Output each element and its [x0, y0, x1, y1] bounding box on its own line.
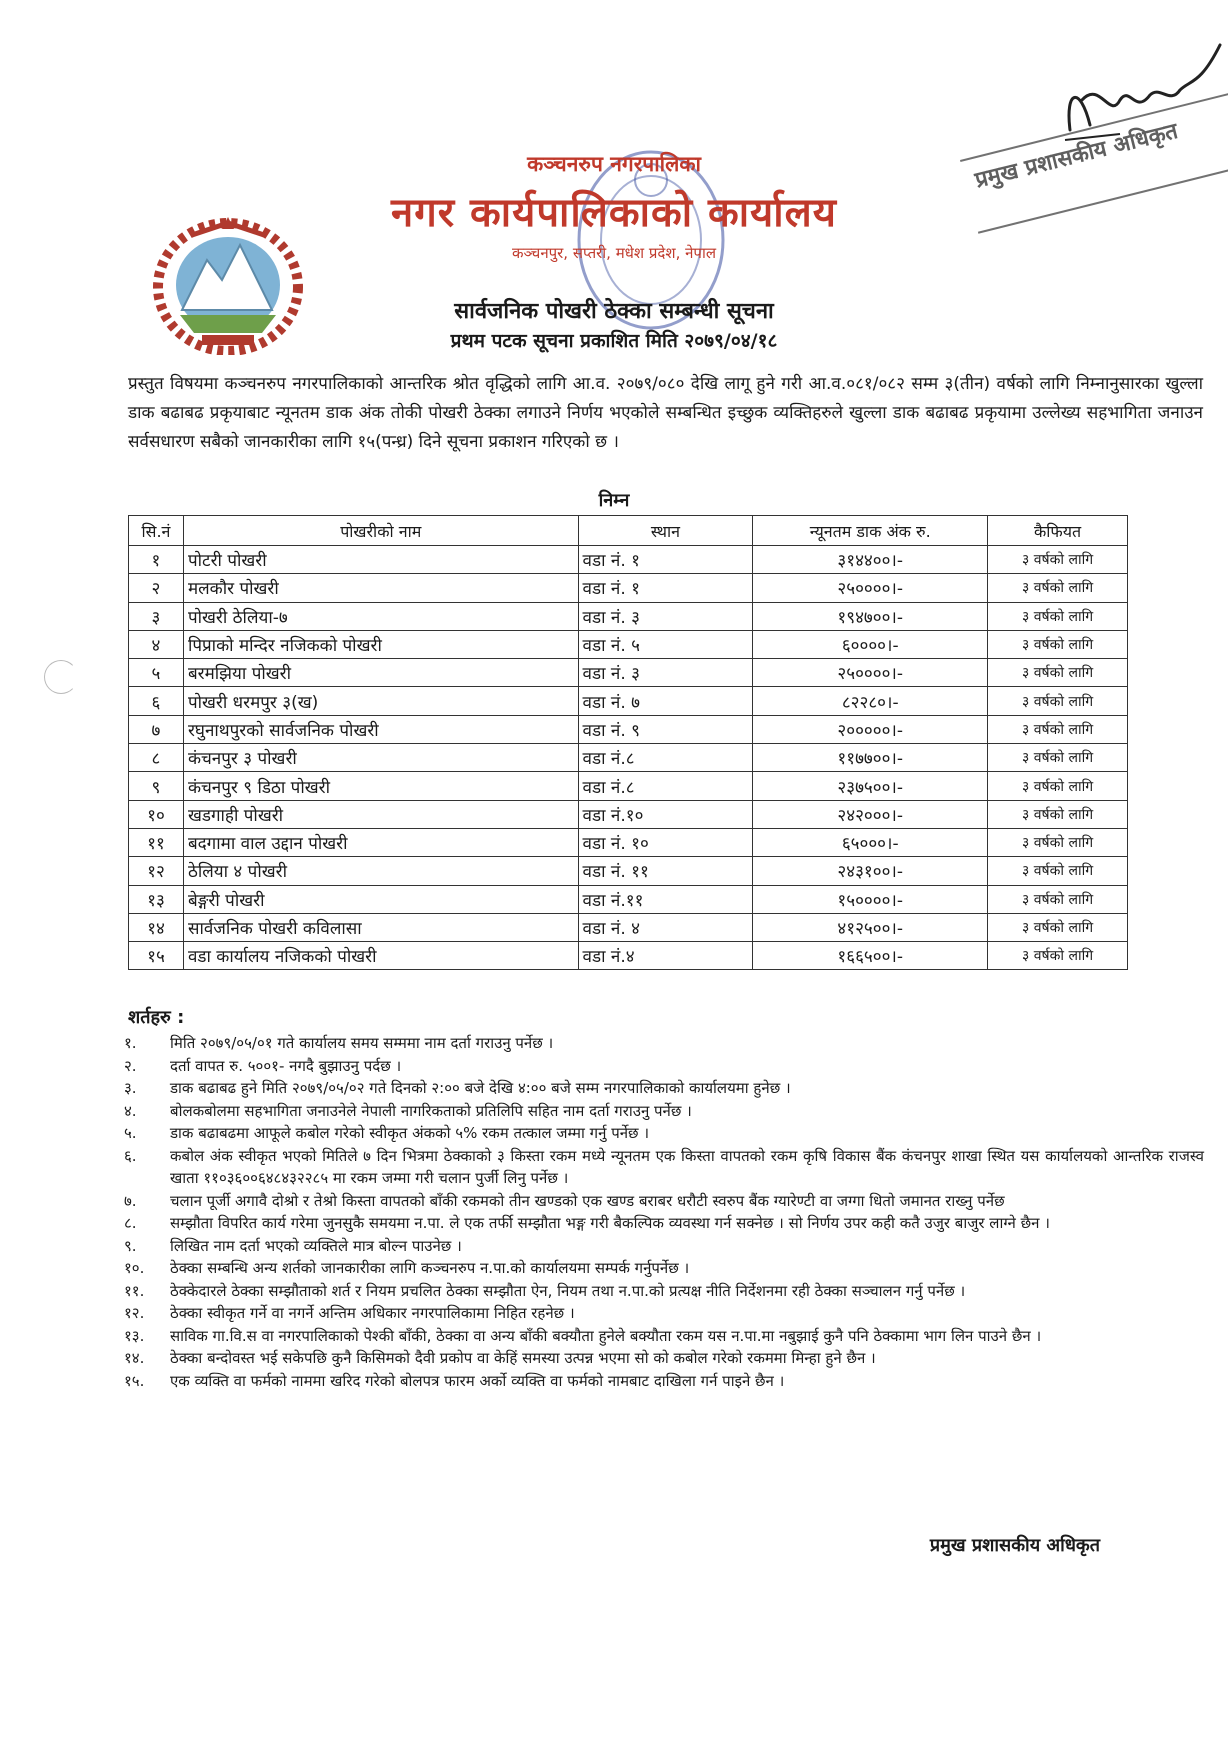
condition-number: १२.: [124, 1304, 145, 1322]
condition-item: [124, 1347, 1204, 1370]
pond-location: वडा नं. ९: [578, 715, 753, 743]
row-sn: ५: [129, 659, 184, 687]
pond-name: बदगामा वाल उद्दान पोखरी: [183, 828, 578, 856]
remarks: ३ वर्षको लागि: [988, 574, 1128, 602]
pond-name: पोखरी ठेलिया-७: [183, 602, 578, 630]
condition-text: लिखित नाम दर्ता भएको व्यक्तिले मात्र बोल्न पाउनेछ ।: [170, 1236, 462, 1255]
min-bid-amount: २४२०००।-: [753, 800, 988, 828]
remarks: ३ वर्षको लागि: [988, 942, 1128, 970]
table-row: [129, 715, 1128, 743]
pond-name: सार्वजनिक पोखरी कविलासा: [183, 913, 578, 941]
table-row: [129, 744, 1128, 772]
remarks: ३ वर्षको लागि: [988, 857, 1128, 885]
pond-location: वडा नं.४: [578, 942, 753, 970]
row-sn: १३: [129, 885, 184, 913]
min-bid-amount: ८२२८०।-: [753, 687, 988, 715]
condition-text: ठेक्का बन्दोवस्त भई सकेपछि कुनै किसिमको दैवी प्रकोप वा केहिं समस्या उत्पन्न भएमा सो को कबोल गरेको रकममा मिन्हा हुने छैन ।: [170, 1349, 876, 1367]
remarks: ३ वर्षको लागि: [988, 744, 1128, 772]
pond-location: वडा नं.८: [578, 744, 753, 772]
min-bid-amount: २०००००।-: [753, 715, 988, 743]
pond-name: रघुनाथपुरको सार्वजनिक पोखरी: [183, 715, 578, 743]
condition-text: ठेक्का सम्बन्धि अन्य शर्तको जानकारीका लागि कञ्चनरुप न.पा.को कार्यालयमा सम्पर्क गर्नुपर्नेछ ।: [170, 1259, 690, 1277]
row-sn: २: [129, 574, 184, 602]
office-name: नगर कार्यपालिकाको कार्यालय: [391, 190, 837, 236]
pond-table: [128, 515, 1128, 970]
publish-date: प्रथम पटक सूचना प्रकाशित मिति २०७९/०४/१८: [450, 330, 778, 352]
min-bid-amount: २४३१००।-: [753, 857, 988, 885]
pond-name: पोखरी धरमपुर ३(ख): [183, 687, 578, 715]
min-bid-amount: २५००००।-: [753, 659, 988, 687]
min-bid-amount: ६००००।-: [753, 630, 988, 658]
condition-item: [124, 1055, 1204, 1078]
condition-text: ठेक्केदारले ठेक्का सम्झौताको शर्त र नियम प्रचलित ठेक्का सम्झौता ऐन, नियम तथा न.पा.को प्रत्यक्ष नीति निर्देशनमा रही ठेक्का सञ्चालन गर्नु पर्नेछ ।: [170, 1281, 966, 1300]
table-row: [129, 800, 1128, 828]
condition-item: [124, 1212, 1204, 1235]
row-sn: ६: [129, 687, 184, 715]
condition-text: सम्झौता विपरित कार्य गरेमा जुनसुकै समयमा न.पा. ले एक तर्फी सम्झौता भङ्ग गरी बैकल्पिक व्यवस्था गर्न सक्नेछ । सो निर्णय उपर कही कतै उजुर बाजुर लाग्ने छैन ।: [170, 1214, 1050, 1232]
pond-name: ठेलिया ४ पोखरी: [183, 857, 578, 885]
condition-text: डाक बढाबढमा आफूले कबोल गरेको स्वीकृत अंकको ५% रकम तत्काल जम्मा गर्नु पर्नेछ ।: [170, 1124, 650, 1142]
row-sn: ४: [129, 630, 184, 658]
officer-title: प्रमुख प्रशासकीय अधिकृत: [929, 1535, 1100, 1556]
row-sn: ७: [129, 715, 184, 743]
pond-name: बेङ्गरी पोखरी: [183, 885, 578, 913]
condition-item: [124, 1302, 1204, 1325]
condition-text: एक व्यक्ति वा फर्मको नाममा खरिद गरेको बोलपत्र फारम अर्को व्यक्ति वा फर्मको नामबाट दाखिला गर्न पाइने छैन ।: [170, 1371, 785, 1390]
row-sn: १५: [129, 942, 184, 970]
pond-location: वडा नं. ५: [578, 630, 753, 658]
remarks: ३ वर्षको लागि: [988, 630, 1128, 658]
min-bid-amount: १९४७००।-: [753, 602, 988, 630]
min-bid-amount: २३७५००।-: [753, 772, 988, 800]
table-row: [129, 772, 1128, 800]
remarks: ३ वर्षको लागि: [988, 546, 1128, 574]
pond-name: पिप्राको मन्दिर नजिकको पोखरी: [183, 630, 578, 658]
condition-number: ८.: [124, 1214, 137, 1232]
condition-text: कबोल अंक स्वीकृत भएको मितिले ७ दिन भित्रमा ठेक्काको ३ किस्ता रकम मध्ये न्यूनतम एक किस्ता वापतको रकम कृषि विकास बैंक कंचनपुर शाखा स्थित यस कार्यालयको आन्तरिक राजस्व खाता ११०३६००६४८४३२२८५ मा रकम जम्मा गरी चलान पुर्जी लिनु पर्नेछ ।: [170, 1146, 1204, 1187]
condition-item: [124, 1077, 1204, 1100]
table-row: [129, 546, 1128, 574]
row-sn: १२: [129, 857, 184, 885]
header-pond-name: पोखरीको नाम: [183, 516, 578, 546]
table-row: [129, 885, 1128, 913]
remarks: ३ वर्षको लागि: [988, 687, 1128, 715]
remarks: ३ वर्षको लागि: [988, 913, 1128, 941]
row-sn: १: [129, 546, 184, 574]
condition-number: ७.: [124, 1191, 137, 1210]
table-row: [129, 857, 1128, 885]
min-bid-amount: ११७७००।-: [753, 744, 988, 772]
municipality-name: कञ्चनरुप नगरपालिका: [527, 152, 701, 176]
min-bid-amount: ३१४४००।-: [753, 546, 988, 574]
table-row: [129, 659, 1128, 687]
pond-name: खडगाही पोखरी: [183, 800, 578, 828]
condition-number: ५.: [124, 1124, 137, 1142]
min-bid-amount: २५००००।-: [753, 574, 988, 602]
table-header-row: [129, 516, 1128, 546]
condition-text: बोलकबोलमा सहभागिता जनाउनेले नेपाली नागरिकताको प्रतिलिपि सहित नाम दर्ता गराउनु पर्नेछ ।: [170, 1101, 692, 1120]
remarks: ३ वर्षको लागि: [988, 800, 1128, 828]
condition-item: [124, 1190, 1204, 1213]
officer-stamp: प्रमुख प्रशासकीय अधिकृत: [960, 90, 1228, 234]
condition-item: [124, 1235, 1204, 1258]
condition-text: दर्ता वापत रु. ५००१- नगदै बुझाउनु पर्दछ ।: [170, 1056, 402, 1075]
table-row: [129, 687, 1128, 715]
row-sn: १४: [129, 913, 184, 941]
condition-text: चलान पूर्जी अगावै दोश्रो र तेश्रो किस्ता वापतको बाँकी रकमको तीन खण्डको एक खण्ड बराबर धरौटी स्वरुप बैंक ग्यारेण्टी वा जग्गा धितो जमानत राख्नु पर्नेछ: [170, 1191, 1005, 1210]
table-row: [129, 574, 1128, 602]
remarks: ३ वर्षको लागि: [988, 772, 1128, 800]
table-row: [129, 828, 1128, 856]
header-sn: सि.नं: [129, 516, 184, 546]
condition-item: [124, 1370, 1204, 1393]
pond-location: वडा नं.११: [578, 885, 753, 913]
pond-location: वडा नं. ७: [578, 687, 753, 715]
min-bid-amount: ६५०००।-: [753, 828, 988, 856]
remarks: ३ वर्षको लागि: [988, 715, 1128, 743]
condition-item: [124, 1032, 1204, 1055]
condition-number: ६.: [124, 1146, 137, 1165]
condition-number: १४.: [124, 1349, 145, 1367]
header-remarks: कैफियत: [988, 516, 1128, 546]
condition-number: १५.: [124, 1371, 145, 1390]
office-address: कञ्चनपुर, सप्तरी, मधेश प्रदेश, नेपाल: [511, 244, 717, 262]
pond-location: वडा नं. ४: [578, 913, 753, 941]
condition-number: १.: [124, 1034, 137, 1052]
pond-location: वडा नं. १: [578, 574, 753, 602]
pond-location: वडा नं. ३: [578, 659, 753, 687]
header-location: स्थान: [578, 516, 753, 546]
row-sn: ९: [129, 772, 184, 800]
condition-number: २.: [124, 1056, 137, 1075]
condition-item: [124, 1145, 1204, 1190]
min-bid-amount: १६६५००।-: [753, 942, 988, 970]
remarks: ३ वर्षको लागि: [988, 659, 1128, 687]
table-caption: निम्न: [598, 490, 630, 511]
condition-text: मिति २०७९/०५/०१ गते कार्यालय समय सम्ममा नाम दर्ता गराउनु पर्नेछ ।: [170, 1034, 554, 1052]
remarks: ३ वर्षको लागि: [988, 602, 1128, 630]
row-sn: ८: [129, 744, 184, 772]
conditions-list: [124, 1032, 1204, 1392]
table-row: [129, 913, 1128, 941]
row-sn: ३: [129, 602, 184, 630]
notice-title: सार्वजनिक पोखरी ठेक्का सम्बन्धी सूचना: [454, 299, 774, 324]
row-sn: १०: [129, 800, 184, 828]
table-row: [129, 942, 1128, 970]
remarks: ३ वर्षको लागि: [988, 828, 1128, 856]
condition-number: ९.: [124, 1236, 137, 1255]
condition-text: डाक बढाबढ हुने मिति २०७९/०५/०२ गते दिनको २:०० बजे देखि ४:०० बजे सम्म नगरपालिकाको कार्यालयमा हुनेछ ।: [170, 1079, 791, 1097]
min-bid-amount: ४१२५००।-: [753, 913, 988, 941]
remarks: ३ वर्षको लागि: [988, 885, 1128, 913]
intro-paragraph: प्रस्तुत विषयमा कञ्चनरुप नगरपालिकाको आन्तरिक श्रोत वृद्धिको लागि आ.व. २०७९/०८० देखि लागू हुने गरी आ.व.०८१/०८२ सम्म ३(तीन) वर्षको लागि निम्नानुसारका खुल्ला डाक बढाबढ प्रकृयाबाट न्यूनतम डाक अंक तोकी पोखरी ठेक्का लगाउने निर्णय भएकोले सम्बन्धित इच्छुक व्यक्तिहरुले खुल्ला डाक बढाबढ प्रकृयामा उल्लेख्य सहभागिता जनाउन सर्वसधारण सबैको जानकारीका लागि १५(पन्ध्र) दिने सूचना प्रकाशन गरिएको छ ।: [128, 374, 1203, 452]
pond-location: वडा नं. ११: [578, 857, 753, 885]
pond-location: वडा नं.८: [578, 772, 753, 800]
punch-hole: [44, 660, 78, 694]
condition-number: ३.: [124, 1079, 137, 1097]
pond-location: वडा नं. ३: [578, 602, 753, 630]
table-row: [129, 602, 1128, 630]
condition-item: [124, 1100, 1204, 1123]
pond-name: कंचनपुर ९ डिठा पोखरी: [183, 772, 578, 800]
table-row: [129, 630, 1128, 658]
pond-name: कंचनपुर ३ पोखरी: [183, 744, 578, 772]
pond-name: मलकौर पोखरी: [183, 574, 578, 602]
condition-text: साविक गा.वि.स वा नगरपालिकाको पेश्की बाँकी, ठेक्का वा अन्य बाँकी बक्यौता हुनेले बक्यौता रकम यस न.पा.मा नबुझाई कुनै पनि ठेक्कामा भाग लिन पाउने छैन ।: [170, 1326, 1042, 1345]
pond-location: वडा नं. १०: [578, 828, 753, 856]
header-min-bid: न्यूनतम डाक अंक रु.: [753, 516, 988, 546]
condition-text: ठेक्का स्वीकृत गर्ने वा नगर्ने अन्तिम अधिकार नगरपालिकामा निहित रहनेछ ।: [170, 1304, 575, 1322]
condition-item: [124, 1257, 1204, 1280]
pond-name: बरमझिया पोखरी: [183, 659, 578, 687]
row-sn: ११: [129, 828, 184, 856]
condition-number: १३.: [124, 1326, 145, 1345]
pond-location: वडा नं.१०: [578, 800, 753, 828]
min-bid-amount: १५००००।-: [753, 885, 988, 913]
condition-item: [124, 1325, 1204, 1348]
condition-number: ११.: [124, 1281, 145, 1300]
conditions-heading: शर्तहरु :: [128, 1007, 185, 1028]
condition-item: [124, 1280, 1204, 1303]
pond-name: वडा कार्यालय नजिकको पोखरी: [183, 942, 578, 970]
condition-number: ४.: [124, 1101, 137, 1120]
condition-item: [124, 1122, 1204, 1145]
pond-location: वडा नं. १: [578, 546, 753, 574]
condition-number: १०.: [124, 1259, 145, 1277]
pond-name: पोटरी पोखरी: [183, 546, 578, 574]
